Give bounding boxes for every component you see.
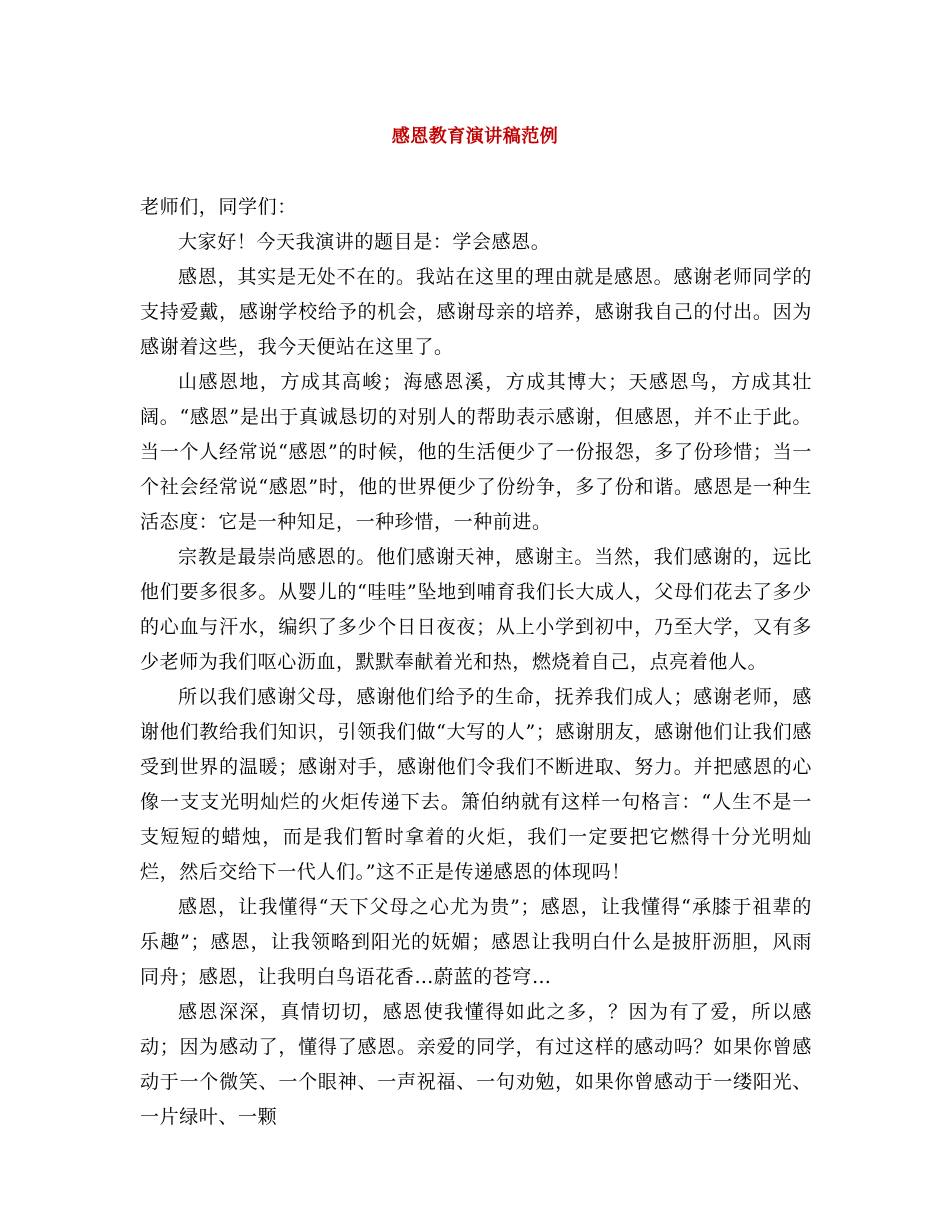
paragraph: 宗教是最崇尚感恩的。他们感谢天神，感谢主。当然，我们感谢的，远比他们要多很多。从婴儿的“哇哇”坠地到哺育我们长大成人，父母们花去了多少的心血与汗水，编织了多少个日日夜夜；从上小学到初中，乃至大学，又有多少老师为我们呕心沥血，默默奉献着光和热，燃烧着自己，点亮着他人。 <box>140 546 812 673</box>
document-title: 感恩教育演讲稿范例 <box>391 126 559 147</box>
greeting: 老师们，同学们： <box>140 196 297 218</box>
paragraph: 感恩，让我懂得“天下父母之心尤为贵”；感恩，让我懂得“承膝于祖辈的乐趣”；感恩，让我领略到阳光的妩媚；感恩让我明白什么是披肝沥胆，风雨同舟；感恩，让我明白鸟语花香…蔚蓝的苍穹… <box>140 896 812 988</box>
paragraph: 所以我们感谢父母，感谢他们给予的生命，抚养我们成人；感谢老师，感谢他们教给我们知识，引领我们做“大写的人”；感谢朋友，感谢他们让我们感受到世界的温暖；感谢对手，感谢他们令我们不断进取、努力。并把感恩的心像一支支光明灿烂的火炬传递下去。箫伯纳就有这样一句格言：“人生不是一支短短的蜡烛，而是我们暂时拿着的火炬，我们一定要把它燃得十分光明灿烂，然后交给下一代人们。”这不正是传递感恩的体现吗！ <box>140 686 812 883</box>
document-body <box>140 190 812 1135</box>
paragraph: 山感恩地，方成其高峻；海感恩溪，方成其博大；天感恩鸟，方成其壮阔。“感恩”是出于真诚恳切的对别人的帮助表示感谢，但感恩，并不止于此。当一个人经常说“感恩”的时候，他的生活便少了一份报怨，多了份珍惜；当一个社会经常说“感恩”时，他的世界便少了份纷争，多了份和谐。感恩是一种生活态度：它是一种知足，一种珍惜，一种前进。 <box>140 371 812 533</box>
paragraph: 大家好！今天我演讲的题目是：学会感恩。 <box>178 231 551 253</box>
paragraph: 感恩深深，真情切切，感恩使我懂得如此之多，？因为有了爱，所以感动；因为感动了，懂得了感恩。亲爱的同学，有过这样的感动吗？如果你曾感动于一个微笑、一个眼神、一声祝福、一句劝勉，如果你曾感动于一缕阳光、一片绿叶、一颗 <box>140 1001 812 1128</box>
paragraph: 感恩，其实是无处不在的。我站在这里的理由就是感恩。感谢老师同学的支持爱戴，感谢学校给予的机会，感谢母亲的培养，感谢我自己的付出。因为感谢着这些，我今天便站在这里了。 <box>140 266 812 358</box>
